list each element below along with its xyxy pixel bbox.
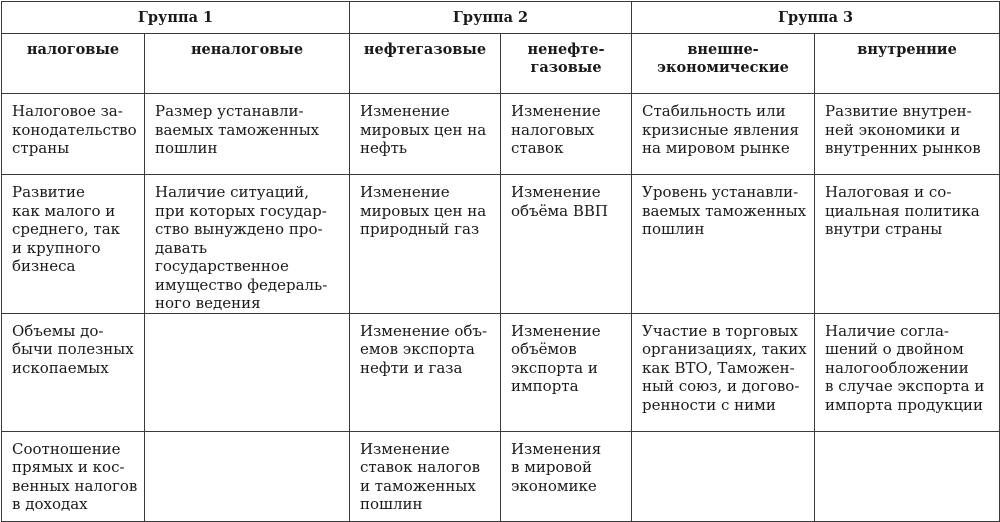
- table-cell: Развитие как малого и среднего, так и крупного бизнеса: [2, 175, 145, 314]
- table-cell: Соотношение прямых и кос- венных налогов в доходах: [2, 431, 145, 521]
- group-2-header: Группа 2: [350, 2, 632, 34]
- subheader-domestic: внутренние: [815, 34, 1000, 94]
- factors-table: [1, 1, 1000, 522]
- subheader-non-tax: неналоговые: [145, 34, 350, 94]
- table-cell: Развитие внутрен- ней экономики и внутренних рынков: [815, 94, 1000, 175]
- table-row: [2, 313, 1000, 431]
- table-cell: Стабильность или кризисные явления на мировом рынке: [632, 94, 815, 175]
- table-cell: [145, 313, 350, 431]
- table-cell: Размер устанавли- ваемых таможенных пошлин: [145, 94, 350, 175]
- table-cell: [145, 431, 350, 521]
- subheader-row: [2, 34, 1000, 94]
- table-cell: Налоговое за- конодательство страны: [2, 94, 145, 175]
- table-cell: [815, 431, 1000, 521]
- subheader-non-oil-gas: ненефте- газовые: [501, 34, 632, 94]
- table-cell: Изменение мировых цен на нефть: [350, 94, 501, 175]
- table-cell: Наличие согла- шений о двойном налогообложении в случае экспорта и импорта продукции: [815, 313, 1000, 431]
- group-1-header: Группа 1: [2, 2, 350, 34]
- table-row: [2, 431, 1000, 521]
- table-row: [2, 94, 1000, 175]
- subheader-oil-gas: нефтегазовые: [350, 34, 501, 94]
- table-cell: Изменение объёма ВВП: [501, 175, 632, 314]
- table-cell: Изменения в мировой экономике: [501, 431, 632, 521]
- table-cell: Налоговая и со- циальная политика внутри страны: [815, 175, 1000, 314]
- table-cell: Участие в торговых организациях, таких как ВТО, Таможен- ный союз, и догово- ренности с ними: [632, 313, 815, 431]
- subheader-foreign-economic: внешне- экономические: [632, 34, 815, 94]
- group-header-row: [2, 2, 1000, 34]
- table-cell: Изменение налоговых ставок: [501, 94, 632, 175]
- table-cell: Наличие ситуаций, при которых государ- ство вынуждено про- давать государственное имущество федераль- ного ведения: [145, 175, 350, 314]
- table-cell: Изменение объёмов экспорта и импорта: [501, 313, 632, 431]
- table-cell: Уровень устанавли- ваемых таможенных пошлин: [632, 175, 815, 314]
- table-cell: Изменение ставок налогов и таможенных пошлин: [350, 431, 501, 521]
- table-cell: [632, 431, 815, 521]
- table-cell: Объемы до- бычи полезных ископаемых: [2, 313, 145, 431]
- group-3-header: Группа 3: [632, 2, 1000, 34]
- subheader-tax: налоговые: [2, 34, 145, 94]
- table-cell: Изменение мировых цен на природный газ: [350, 175, 501, 314]
- table-row: [2, 175, 1000, 314]
- table-cell: Изменение объ- емов экспорта нефти и газа: [350, 313, 501, 431]
